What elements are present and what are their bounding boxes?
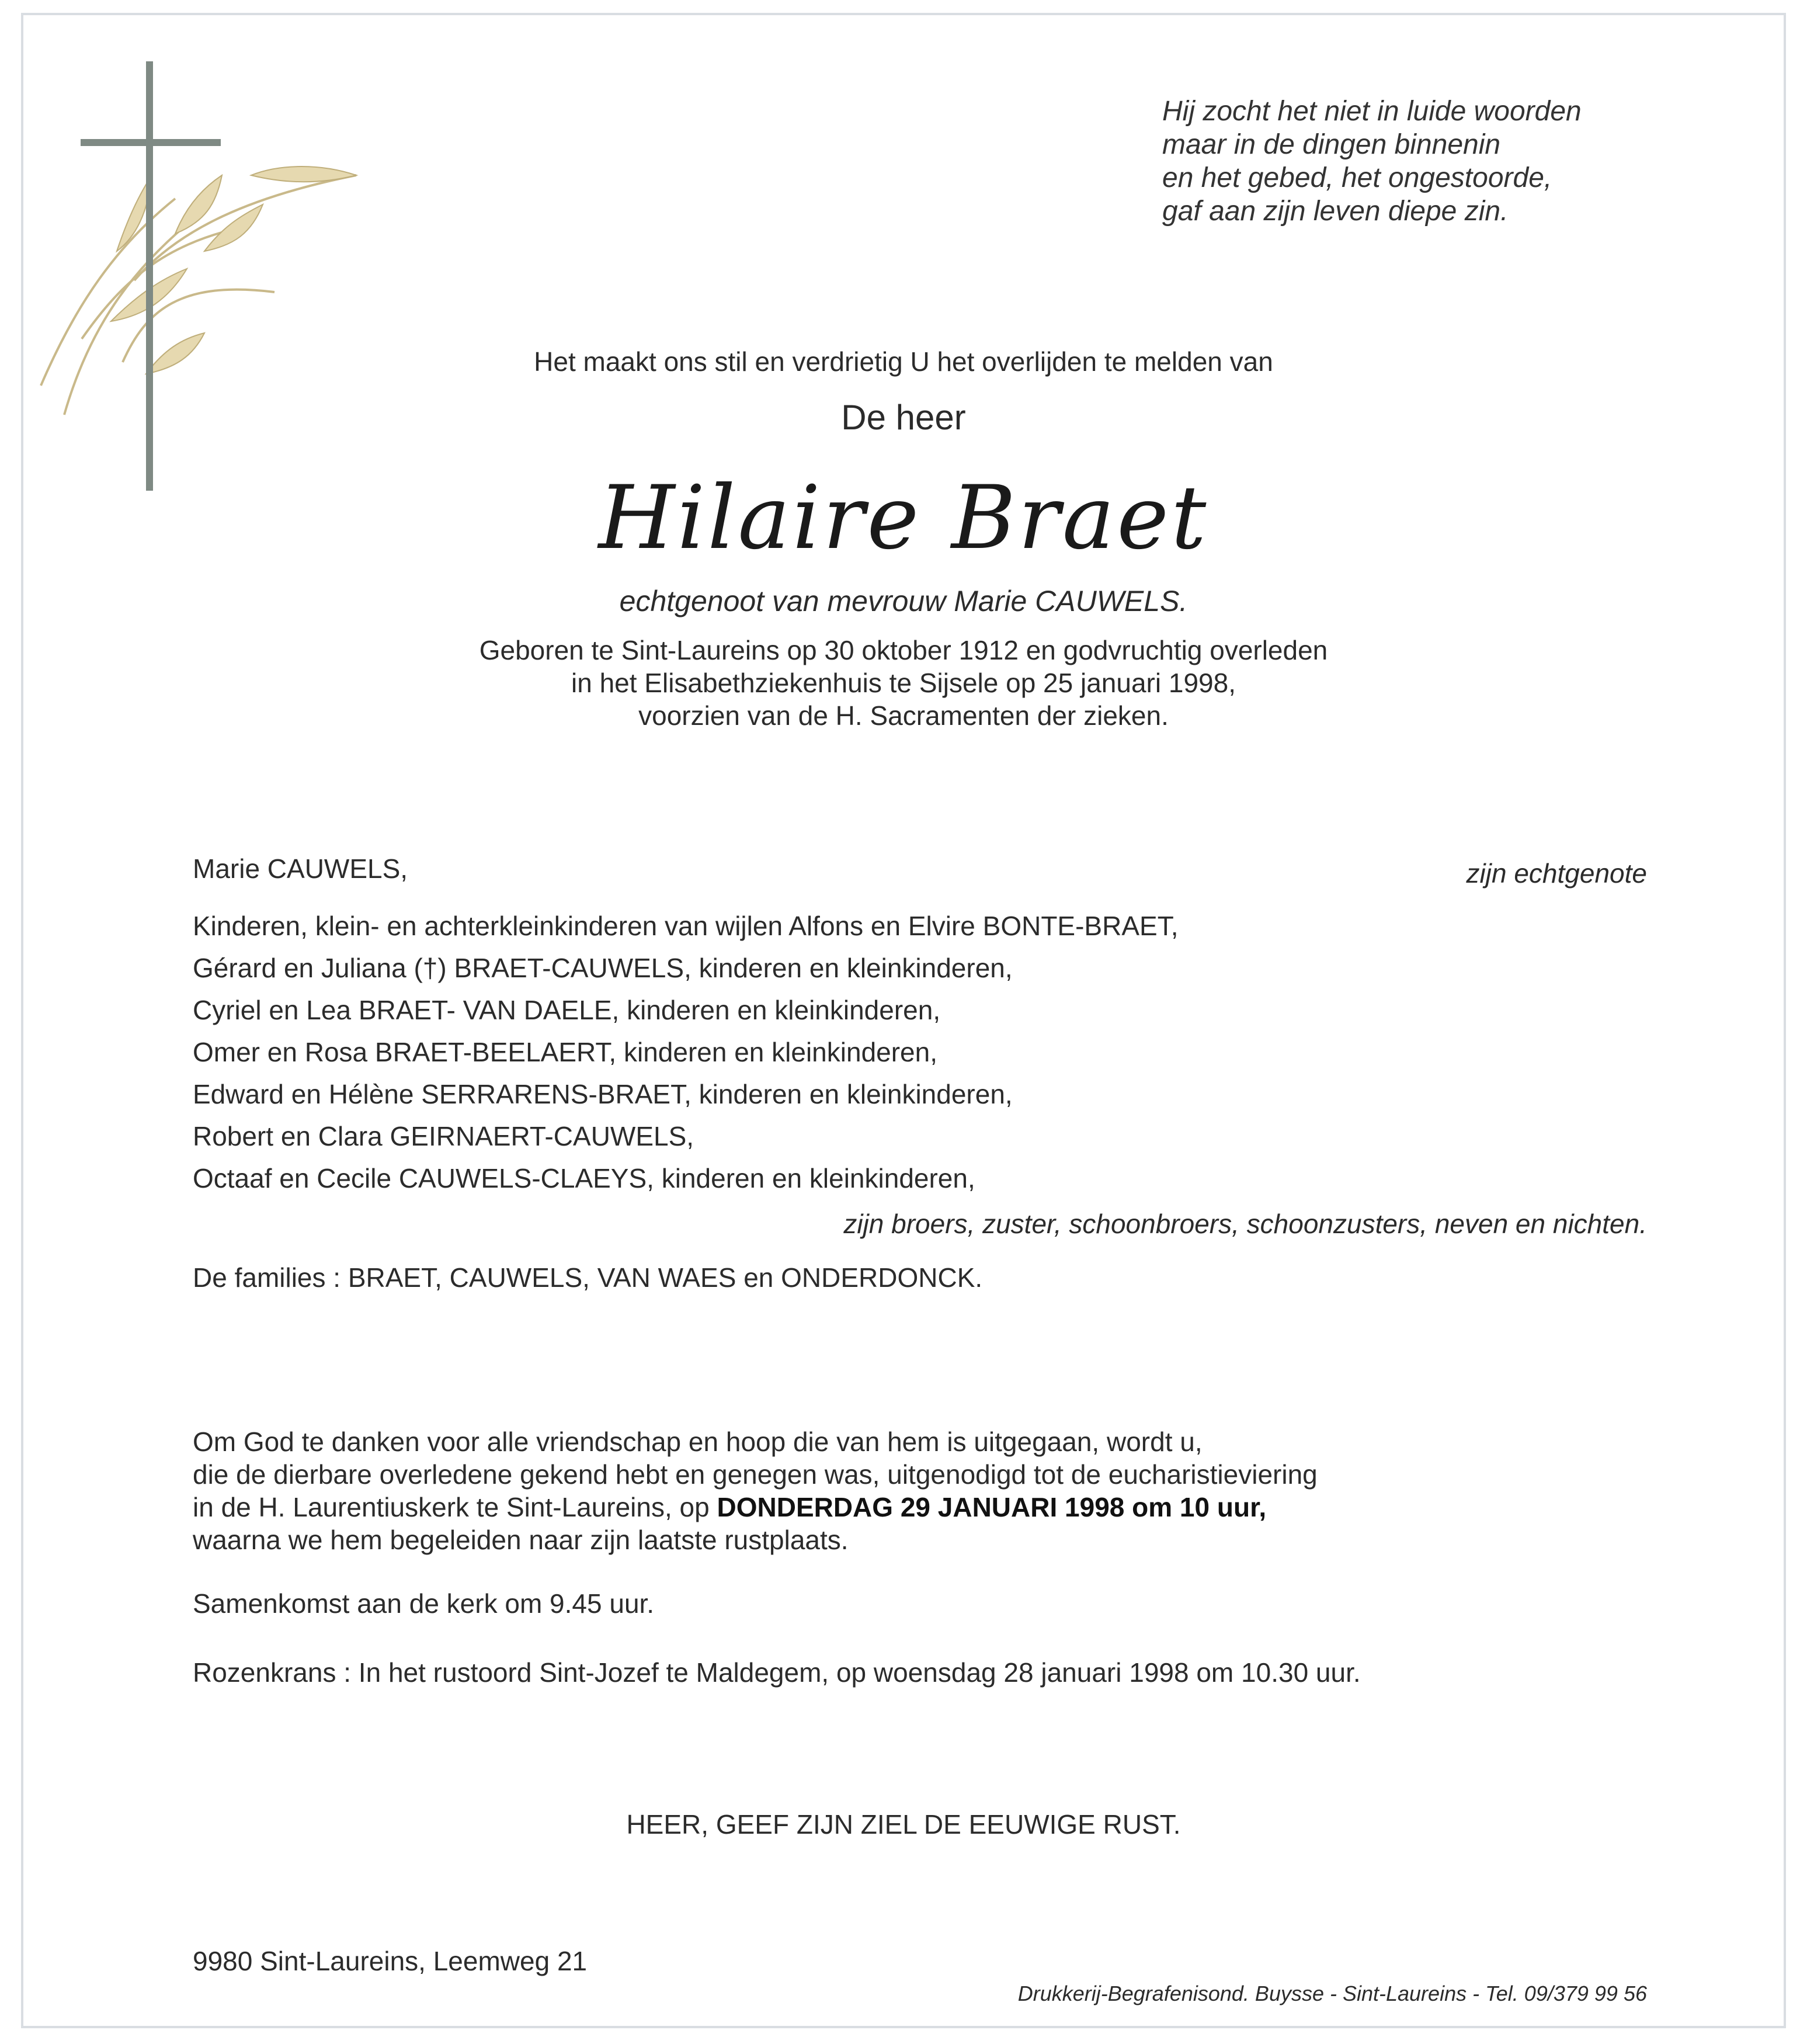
detail-line: Geboren te Sint-Laureins op 30 oktober 1912 en godvruchtig overleden bbox=[479, 635, 1328, 665]
service-date: DONDERDAG 29 JANUARI 1998 om 10 uur, bbox=[717, 1492, 1267, 1522]
address: 9980 Sint-Laureins, Leemweg 21 bbox=[193, 1946, 588, 1976]
printer-credit: Drukkerij-Begrafenisond. Buysse - Sint-Laureins - Tel. 09/379 99 56 bbox=[1017, 1981, 1647, 2005]
service-line bbox=[193, 1491, 1318, 1524]
family-line: Edward en Hélène SERRARENS-BRAET, kinderen en kleinkinderen, bbox=[193, 1079, 1013, 1109]
service-line-text: in de H. Laurentiuskerk te Sint-Laureins, op bbox=[193, 1492, 717, 1522]
service-line: waarna we hem begeleiden naar zijn laatste rustplaats. bbox=[193, 1525, 849, 1555]
spouse-role: zijn echtgenote bbox=[1466, 858, 1647, 889]
service-line: die de dierbare overledene gekend hebt en genegen was, uitgenodigd tot de eucharistieviering bbox=[193, 1459, 1318, 1490]
service-line: Om God te danken voor alle vriendschap en hoop die van hem is uitgegaan, wordt u, bbox=[193, 1427, 1203, 1457]
poem-line: Hij zocht het niet in luide woorden bbox=[1162, 96, 1582, 127]
service-invitation bbox=[193, 1425, 1318, 1556]
spouse-name: Marie CAUWELS, bbox=[193, 853, 408, 884]
family-line: Omer en Rosa BRAET-BEELAERT, kinderen en kleinkinderen, bbox=[193, 1037, 937, 1067]
family-line: Octaaf en Cecile CAUWELS-CLAEYS, kinderen en kleinkinderen, bbox=[193, 1163, 975, 1193]
poem-line: en het gebed, het ongestoorde, bbox=[1162, 162, 1552, 193]
closing-prayer: HEER, GEEF ZIJN ZIEL DE EEUWIGE RUST. bbox=[626, 1809, 1181, 1840]
poem-line: gaf aan zijn leven diepe zin. bbox=[1162, 196, 1509, 227]
family-line: Cyriel en Lea BRAET- VAN DAELE, kinderen en kleinkinderen, bbox=[193, 995, 941, 1025]
honorific: De heer bbox=[841, 398, 966, 437]
family-line: Robert en Clara GEIRNAERT-CAUWELS, bbox=[193, 1121, 694, 1151]
detail-line: in het Elisabethziekenhuis te Sijsele op 25 januari 1998, bbox=[571, 668, 1236, 698]
spouse-line: echtgenoot van mevrouw Marie CAUWELS. bbox=[619, 585, 1188, 617]
detail-line: voorzien van de H. Sacramenten der zieken. bbox=[638, 700, 1169, 731]
gathering-info: Samenkomst aan de kerk om 9.45 uur. bbox=[193, 1588, 655, 1619]
poem-line: maar in de dingen binnenin bbox=[1162, 129, 1501, 160]
family-line: Kinderen, klein- en achterkleinkinderen van wijlen Alfons en Elvire BONTE-BRAET, bbox=[193, 911, 1179, 941]
deceased-name: Hilaire Braet bbox=[598, 467, 1209, 569]
rosary-info: Rozenkrans : In het rustoord Sint-Jozef te Maldegem, op woensdag 28 januari 1998 om 10.30 uur. bbox=[193, 1657, 1361, 1688]
family-relation: zijn broers, zuster, schoonbroers, schoonzusters, neven en nichten. bbox=[843, 1209, 1647, 1239]
birth-death-details bbox=[0, 634, 1807, 732]
announcement-intro: Het maakt ons stil en verdrietig U het overlijden te melden van bbox=[534, 346, 1273, 377]
family-line: Gérard en Juliana (†) BRAET-CAUWELS, kinderen en kleinkinderen, bbox=[193, 953, 1013, 983]
families-list: De families : BRAET, CAUWELS, VAN WAES en ONDERDONCK. bbox=[193, 1262, 983, 1293]
poem bbox=[1162, 95, 1582, 228]
